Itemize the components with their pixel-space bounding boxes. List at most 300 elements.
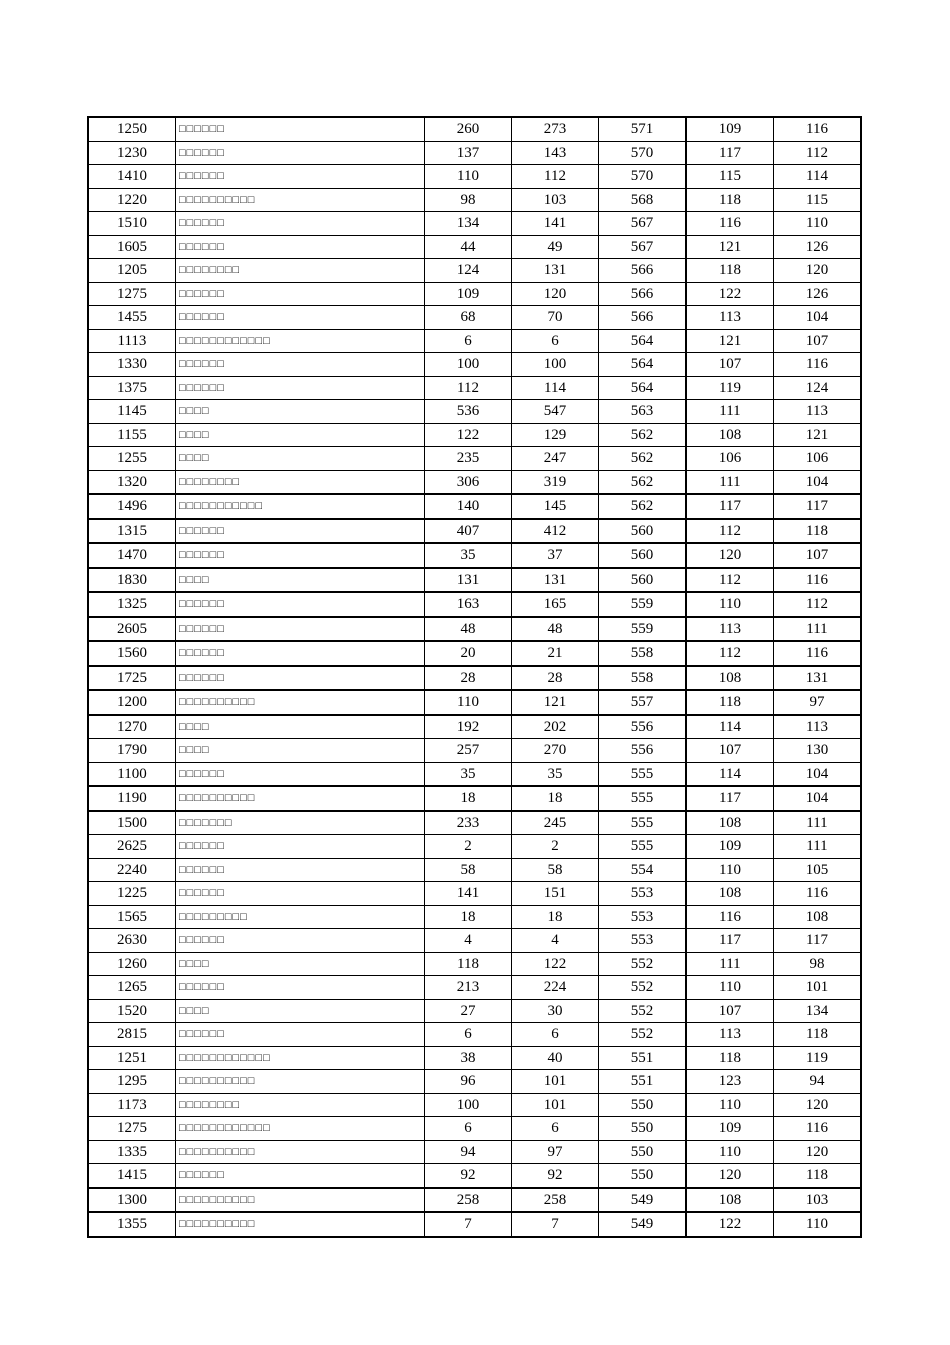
cell-col5: 130 (774, 739, 862, 763)
cell-col4: 109 (686, 117, 774, 141)
cell-col3: 566 (599, 306, 687, 330)
cell-code: 1155 (88, 423, 176, 447)
cell-col4: 120 (686, 1164, 774, 1188)
cell-col2: 18 (512, 786, 599, 811)
cell-code: 1415 (88, 1164, 176, 1188)
table-row (88, 568, 861, 593)
cell-col3: 559 (599, 592, 687, 617)
cell-col3: 562 (599, 423, 687, 447)
cell-name: □□□□□□□□□□ (176, 1140, 425, 1164)
table-row (88, 858, 861, 882)
cell-name: □□□□□□ (176, 306, 425, 330)
cell-col4: 117 (686, 141, 774, 165)
cell-col4: 107 (686, 739, 774, 763)
table-row (88, 929, 861, 953)
cell-col1: 27 (425, 999, 512, 1023)
cell-col3: 552 (599, 999, 687, 1023)
cell-col5: 118 (774, 1164, 862, 1188)
cell-col2: 245 (512, 811, 599, 835)
cell-col1: 407 (425, 519, 512, 544)
cell-name: □□□□□□ (176, 141, 425, 165)
cell-col2: 224 (512, 976, 599, 1000)
cell-name: □□□□ (176, 447, 425, 471)
cell-col3: 552 (599, 1023, 687, 1047)
cell-col2: 121 (512, 690, 599, 715)
cell-col1: 35 (425, 543, 512, 568)
cell-col3: 566 (599, 282, 687, 306)
cell-col5: 131 (774, 666, 862, 691)
cell-col1: 140 (425, 494, 512, 519)
cell-name: □□□□□□ (176, 282, 425, 306)
cell-code: 1255 (88, 447, 176, 471)
cell-col4: 114 (686, 762, 774, 786)
cell-col1: 35 (425, 762, 512, 786)
cell-name: □□□□□□□□□□ (176, 188, 425, 212)
cell-code: 1300 (88, 1188, 176, 1213)
cell-col3: 556 (599, 739, 687, 763)
cell-col5: 121 (774, 423, 862, 447)
cell-col5: 101 (774, 976, 862, 1000)
cell-name: □□□□□□□□□□ (176, 1212, 425, 1237)
cell-name: □□□□ (176, 423, 425, 447)
cell-col1: 58 (425, 858, 512, 882)
cell-col3: 560 (599, 543, 687, 568)
cell-col2: 122 (512, 952, 599, 976)
cell-col2: 273 (512, 117, 599, 141)
cell-name: □□□□□□ (176, 519, 425, 544)
table-row (88, 1093, 861, 1117)
table-row (88, 690, 861, 715)
cell-name: □□□□□□□□ (176, 1093, 425, 1117)
cell-code: 1605 (88, 235, 176, 259)
cell-col3: 558 (599, 666, 687, 691)
cell-col2: 131 (512, 568, 599, 593)
table-row (88, 353, 861, 377)
cell-name: □□□□□□□ (176, 811, 425, 835)
cell-col4: 110 (686, 976, 774, 1000)
cell-col1: 260 (425, 117, 512, 141)
cell-col5: 111 (774, 811, 862, 835)
table-row (88, 447, 861, 471)
cell-col3: 562 (599, 470, 687, 494)
cell-col2: 58 (512, 858, 599, 882)
cell-col2: 319 (512, 470, 599, 494)
cell-col5: 120 (774, 1140, 862, 1164)
cell-col4: 107 (686, 353, 774, 377)
cell-col3: 550 (599, 1164, 687, 1188)
cell-col2: 165 (512, 592, 599, 617)
table-row (88, 1188, 861, 1213)
cell-col3: 562 (599, 447, 687, 471)
cell-code: 2240 (88, 858, 176, 882)
cell-col4: 117 (686, 786, 774, 811)
cell-name: □□□□ (176, 739, 425, 763)
cell-col4: 108 (686, 423, 774, 447)
cell-col1: 2 (425, 835, 512, 859)
cell-col2: 103 (512, 188, 599, 212)
table-row (88, 188, 861, 212)
cell-col4: 109 (686, 835, 774, 859)
cell-col1: 18 (425, 786, 512, 811)
cell-col5: 116 (774, 117, 862, 141)
table-row (88, 1070, 861, 1094)
table-row (88, 306, 861, 330)
cell-col2: 6 (512, 329, 599, 353)
cell-name: □□□□□□ (176, 882, 425, 906)
cell-col5: 104 (774, 306, 862, 330)
cell-code: 1830 (88, 568, 176, 593)
cell-name: □□□□□□ (176, 762, 425, 786)
cell-code: 1205 (88, 259, 176, 283)
cell-code: 2605 (88, 617, 176, 642)
cell-name: □□□□□□ (176, 641, 425, 666)
table-row (88, 117, 861, 141)
cell-col4: 108 (686, 811, 774, 835)
cell-code: 1410 (88, 165, 176, 189)
cell-col2: 131 (512, 259, 599, 283)
table-row (88, 1046, 861, 1070)
cell-name: □□□□ (176, 400, 425, 424)
cell-name: □□□□□□ (176, 666, 425, 691)
cell-col5: 104 (774, 470, 862, 494)
cell-col1: 536 (425, 400, 512, 424)
cell-col1: 98 (425, 188, 512, 212)
cell-col3: 554 (599, 858, 687, 882)
cell-code: 1265 (88, 976, 176, 1000)
cell-code: 1145 (88, 400, 176, 424)
table-row (88, 494, 861, 519)
cell-col4: 122 (686, 282, 774, 306)
cell-name: □□□□□□□□ (176, 470, 425, 494)
cell-col3: 570 (599, 165, 687, 189)
cell-col3: 558 (599, 641, 687, 666)
cell-col1: 306 (425, 470, 512, 494)
score-table (87, 116, 862, 1238)
table-row (88, 811, 861, 835)
cell-col3: 553 (599, 929, 687, 953)
cell-name: □□□□□□ (176, 117, 425, 141)
cell-col2: 2 (512, 835, 599, 859)
cell-col5: 104 (774, 786, 862, 811)
cell-name: □□□□□□ (176, 165, 425, 189)
cell-col4: 117 (686, 494, 774, 519)
cell-code: 1295 (88, 1070, 176, 1094)
cell-code: 1335 (88, 1140, 176, 1164)
cell-col2: 101 (512, 1093, 599, 1117)
cell-col4: 107 (686, 999, 774, 1023)
cell-col1: 109 (425, 282, 512, 306)
cell-col2: 40 (512, 1046, 599, 1070)
cell-col2: 7 (512, 1212, 599, 1237)
cell-col3: 555 (599, 786, 687, 811)
cell-code: 1230 (88, 141, 176, 165)
score-table-body (88, 117, 861, 1237)
cell-col4: 114 (686, 715, 774, 739)
cell-code: 1470 (88, 543, 176, 568)
cell-col3: 568 (599, 188, 687, 212)
cell-col4: 111 (686, 470, 774, 494)
cell-col4: 112 (686, 519, 774, 544)
cell-col5: 98 (774, 952, 862, 976)
cell-name: □□□□□□ (176, 1164, 425, 1188)
cell-col3: 553 (599, 905, 687, 929)
cell-name: □□□□□□ (176, 617, 425, 642)
cell-name: □□□□ (176, 715, 425, 739)
cell-col4: 115 (686, 165, 774, 189)
cell-col5: 111 (774, 617, 862, 642)
cell-col4: 113 (686, 617, 774, 642)
cell-col4: 106 (686, 447, 774, 471)
cell-col4: 109 (686, 1117, 774, 1141)
cell-col5: 116 (774, 568, 862, 593)
cell-col4: 118 (686, 259, 774, 283)
cell-col2: 141 (512, 212, 599, 236)
cell-col2: 114 (512, 376, 599, 400)
cell-col3: 555 (599, 762, 687, 786)
cell-col1: 96 (425, 1070, 512, 1094)
cell-code: 1510 (88, 212, 176, 236)
table-row (88, 641, 861, 666)
cell-col2: 151 (512, 882, 599, 906)
cell-col5: 108 (774, 905, 862, 929)
cell-col5: 117 (774, 494, 862, 519)
cell-col3: 556 (599, 715, 687, 739)
cell-name: □□□□ (176, 952, 425, 976)
table-row (88, 165, 861, 189)
cell-col5: 116 (774, 353, 862, 377)
cell-code: 1320 (88, 470, 176, 494)
cell-col2: 18 (512, 905, 599, 929)
cell-col2: 100 (512, 353, 599, 377)
table-row (88, 999, 861, 1023)
cell-name: □□□□□□□□□ (176, 905, 425, 929)
cell-code: 1496 (88, 494, 176, 519)
cell-code: 1113 (88, 329, 176, 353)
table-row (88, 376, 861, 400)
cell-col4: 113 (686, 306, 774, 330)
cell-col1: 112 (425, 376, 512, 400)
cell-code: 1250 (88, 117, 176, 141)
cell-col5: 116 (774, 641, 862, 666)
cell-code: 1173 (88, 1093, 176, 1117)
table-row (88, 329, 861, 353)
table-row (88, 786, 861, 811)
table-row (88, 835, 861, 859)
cell-col2: 247 (512, 447, 599, 471)
cell-name: □□□□□□□□□□□□ (176, 1046, 425, 1070)
cell-col4: 112 (686, 568, 774, 593)
cell-name: □□□□□□ (176, 376, 425, 400)
table-row (88, 1164, 861, 1188)
cell-col4: 110 (686, 858, 774, 882)
table-row (88, 1117, 861, 1141)
cell-col1: 18 (425, 905, 512, 929)
cell-col1: 122 (425, 423, 512, 447)
cell-code: 1500 (88, 811, 176, 835)
cell-code: 1275 (88, 1117, 176, 1141)
cell-col4: 113 (686, 1023, 774, 1047)
cell-col4: 116 (686, 905, 774, 929)
cell-col2: 97 (512, 1140, 599, 1164)
cell-col4: 118 (686, 690, 774, 715)
cell-name: □□□□□□□□ (176, 259, 425, 283)
cell-col2: 48 (512, 617, 599, 642)
cell-col2: 92 (512, 1164, 599, 1188)
table-row (88, 666, 861, 691)
cell-col2: 547 (512, 400, 599, 424)
table-row (88, 400, 861, 424)
cell-col2: 6 (512, 1023, 599, 1047)
cell-col3: 562 (599, 494, 687, 519)
cell-code: 1190 (88, 786, 176, 811)
cell-col1: 6 (425, 1023, 512, 1047)
table-row (88, 212, 861, 236)
cell-col5: 105 (774, 858, 862, 882)
cell-col5: 115 (774, 188, 862, 212)
cell-name: □□□□□□□□□□ (176, 1070, 425, 1094)
cell-code: 1225 (88, 882, 176, 906)
cell-col2: 270 (512, 739, 599, 763)
cell-col1: 94 (425, 1140, 512, 1164)
cell-code: 1270 (88, 715, 176, 739)
cell-col1: 131 (425, 568, 512, 593)
cell-col2: 4 (512, 929, 599, 953)
cell-col3: 564 (599, 353, 687, 377)
cell-name: □□□□□□ (176, 212, 425, 236)
cell-col1: 163 (425, 592, 512, 617)
cell-col1: 141 (425, 882, 512, 906)
table-row (88, 952, 861, 976)
cell-col1: 20 (425, 641, 512, 666)
table-row (88, 282, 861, 306)
cell-col1: 7 (425, 1212, 512, 1237)
cell-col5: 116 (774, 882, 862, 906)
cell-col3: 560 (599, 519, 687, 544)
cell-col1: 134 (425, 212, 512, 236)
cell-col4: 117 (686, 929, 774, 953)
cell-col4: 108 (686, 882, 774, 906)
cell-col3: 550 (599, 1093, 687, 1117)
cell-col1: 48 (425, 617, 512, 642)
cell-col3: 549 (599, 1188, 687, 1213)
cell-col2: 30 (512, 999, 599, 1023)
cell-col4: 108 (686, 1188, 774, 1213)
cell-name: □□□□□□ (176, 592, 425, 617)
table-row (88, 882, 861, 906)
cell-col3: 549 (599, 1212, 687, 1237)
cell-col4: 118 (686, 188, 774, 212)
cell-code: 1375 (88, 376, 176, 400)
cell-code: 1790 (88, 739, 176, 763)
cell-name: □□□□□□□□□□ (176, 690, 425, 715)
table-row (88, 592, 861, 617)
cell-col1: 28 (425, 666, 512, 691)
cell-code: 1200 (88, 690, 176, 715)
cell-name: □□□□ (176, 568, 425, 593)
cell-col2: 120 (512, 282, 599, 306)
cell-name: □□□□□□ (176, 543, 425, 568)
cell-col4: 111 (686, 400, 774, 424)
table-row (88, 470, 861, 494)
cell-col1: 124 (425, 259, 512, 283)
cell-col4: 118 (686, 1046, 774, 1070)
cell-name: □□□□□□□□□□ (176, 786, 425, 811)
cell-col3: 564 (599, 329, 687, 353)
cell-col1: 235 (425, 447, 512, 471)
cell-code: 2815 (88, 1023, 176, 1047)
cell-col1: 92 (425, 1164, 512, 1188)
table-row (88, 1212, 861, 1237)
cell-name: □□□□□□ (176, 835, 425, 859)
table-row (88, 1023, 861, 1047)
cell-col5: 112 (774, 141, 862, 165)
cell-name: □□□□□□□□□□□□ (176, 1117, 425, 1141)
cell-code: 1565 (88, 905, 176, 929)
cell-col1: 257 (425, 739, 512, 763)
cell-col3: 550 (599, 1140, 687, 1164)
table-row (88, 905, 861, 929)
table-row (88, 423, 861, 447)
cell-code: 1325 (88, 592, 176, 617)
cell-col5: 134 (774, 999, 862, 1023)
cell-col3: 553 (599, 882, 687, 906)
cell-col1: 68 (425, 306, 512, 330)
cell-name: □□□□□□ (176, 858, 425, 882)
cell-name: □□□□□□□□□□□□ (176, 329, 425, 353)
cell-col4: 123 (686, 1070, 774, 1094)
cell-col1: 6 (425, 329, 512, 353)
cell-col5: 113 (774, 715, 862, 739)
cell-col1: 100 (425, 353, 512, 377)
cell-col5: 120 (774, 1093, 862, 1117)
cell-col4: 110 (686, 592, 774, 617)
table-row (88, 617, 861, 642)
table-row (88, 141, 861, 165)
table-row (88, 739, 861, 763)
cell-col3: 550 (599, 1117, 687, 1141)
cell-col1: 233 (425, 811, 512, 835)
cell-col5: 116 (774, 1117, 862, 1141)
cell-col3: 551 (599, 1046, 687, 1070)
cell-name: □□□□□□ (176, 235, 425, 259)
cell-col2: 35 (512, 762, 599, 786)
cell-col5: 94 (774, 1070, 862, 1094)
cell-col5: 126 (774, 235, 862, 259)
cell-col3: 551 (599, 1070, 687, 1094)
cell-col3: 567 (599, 235, 687, 259)
cell-col2: 28 (512, 666, 599, 691)
cell-col2: 112 (512, 165, 599, 189)
cell-col1: 213 (425, 976, 512, 1000)
table-row (88, 762, 861, 786)
cell-col1: 100 (425, 1093, 512, 1117)
cell-code: 1251 (88, 1046, 176, 1070)
cell-col4: 110 (686, 1140, 774, 1164)
cell-col3: 552 (599, 976, 687, 1000)
cell-col2: 143 (512, 141, 599, 165)
cell-col3: 570 (599, 141, 687, 165)
cell-col2: 202 (512, 715, 599, 739)
cell-name: □□□□□□ (176, 353, 425, 377)
cell-col5: 119 (774, 1046, 862, 1070)
cell-col4: 119 (686, 376, 774, 400)
cell-col3: 571 (599, 117, 687, 141)
cell-col5: 111 (774, 835, 862, 859)
cell-code: 1100 (88, 762, 176, 786)
cell-col5: 114 (774, 165, 862, 189)
cell-col2: 258 (512, 1188, 599, 1213)
cell-code: 1725 (88, 666, 176, 691)
